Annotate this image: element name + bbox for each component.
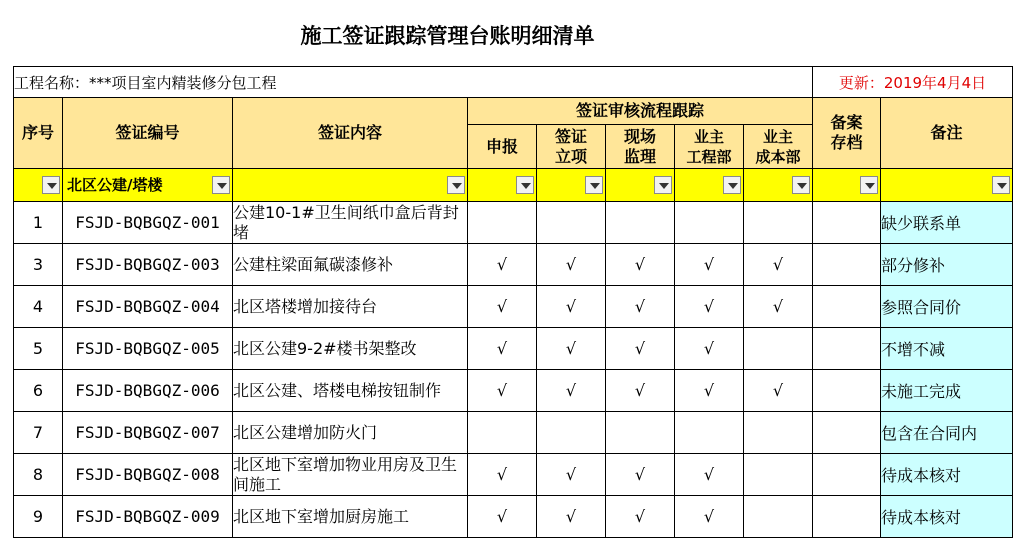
row-seq[interactable]: 5	[14, 328, 63, 370]
header-report[interactable]: 申报	[468, 125, 537, 169]
row-owner-eng-check[interactable]: √	[675, 370, 744, 412]
row-code[interactable]: FSJD-BQBGQZ-006	[63, 370, 233, 412]
filter-cell-site	[606, 169, 675, 202]
row-site-check[interactable]: √	[606, 286, 675, 328]
row-report-check[interactable]: √	[468, 328, 537, 370]
filter-row	[14, 169, 1013, 202]
filter-cell-remark	[881, 169, 1013, 202]
row-seq[interactable]: 1	[14, 202, 63, 244]
row-report-check[interactable]	[468, 412, 537, 454]
row-report-check[interactable]: √	[468, 244, 537, 286]
row-seq[interactable]: 9	[14, 496, 63, 538]
row-report-check[interactable]	[468, 202, 537, 244]
header-approve[interactable]: 签证 立项	[537, 125, 606, 169]
project-name-cell[interactable]: 工程名称：***项目室内精装修分包工程	[14, 67, 813, 98]
row-seq[interactable]: 6	[14, 370, 63, 412]
row-owner-eng-check[interactable]: √	[675, 286, 744, 328]
row-approve-check[interactable]: √	[537, 496, 606, 538]
row-owner-cost-check[interactable]	[744, 496, 813, 538]
row-owner-eng-check[interactable]: √	[675, 496, 744, 538]
row-owner-eng-check[interactable]: √	[675, 454, 744, 496]
header-owner-cost[interactable]: 业主 成本部	[744, 125, 813, 169]
filter-cell-approve	[537, 169, 606, 202]
filter-cell-owner-cost	[744, 169, 813, 202]
table-row	[14, 496, 1013, 538]
row-code[interactable]: FSJD-BQBGQZ-007	[63, 412, 233, 454]
table-row	[14, 244, 1013, 286]
row-seq[interactable]: 7	[14, 412, 63, 454]
row-report-check[interactable]: √	[468, 496, 537, 538]
row-site-check[interactable]	[606, 412, 675, 454]
table-row	[14, 286, 1013, 328]
filter-dropdown-icon[interactable]	[516, 176, 534, 194]
row-remark[interactable]: 包含在合同内	[881, 412, 1013, 454]
row-remark[interactable]: 待成本核对	[881, 496, 1013, 538]
row-owner-cost-check[interactable]: √	[744, 370, 813, 412]
row-owner-cost-check[interactable]: √	[744, 286, 813, 328]
row-owner-cost-check[interactable]	[744, 202, 813, 244]
row-seq[interactable]: 4	[14, 286, 63, 328]
update-date-cell[interactable]: 更新：2019年4月4日	[813, 67, 1013, 98]
row-content[interactable]: 北区地下室增加厨房施工	[233, 496, 468, 538]
row-approve-check[interactable]: √	[537, 328, 606, 370]
row-code[interactable]: FSJD-BQBGQZ-005	[63, 328, 233, 370]
filter-dropdown-icon[interactable]	[654, 176, 672, 194]
row-owner-cost-check[interactable]	[744, 454, 813, 496]
filter-dropdown-icon[interactable]	[992, 176, 1010, 194]
filter-dropdown-icon[interactable]	[447, 176, 465, 194]
row-site-check[interactable]: √	[606, 328, 675, 370]
header-row-1	[14, 98, 1013, 125]
filter-dropdown-icon[interactable]	[860, 176, 878, 194]
table-row	[14, 454, 1013, 496]
row-remark[interactable]: 缺少联系单	[881, 202, 1013, 244]
row-owner-eng-check[interactable]	[675, 412, 744, 454]
row-content[interactable]: 公建10-1#卫生间纸巾盒后背封堵	[233, 202, 468, 244]
row-approve-check[interactable]: √	[537, 286, 606, 328]
row-archive-check[interactable]	[813, 244, 881, 286]
row-site-check[interactable]: √	[606, 244, 675, 286]
row-archive-check[interactable]	[813, 370, 881, 412]
header-content[interactable]: 签证内容	[233, 98, 468, 169]
row-archive-check[interactable]	[813, 454, 881, 496]
header-archive[interactable]: 备案 存档	[813, 98, 881, 169]
row-site-check[interactable]: √	[606, 496, 675, 538]
filter-cell-owner-eng	[675, 169, 744, 202]
row-site-check[interactable]: √	[606, 370, 675, 412]
filter-cell-archive	[813, 169, 881, 202]
filter-dropdown-icon[interactable]	[723, 176, 741, 194]
row-code[interactable]: FSJD-BQBGQZ-004	[63, 286, 233, 328]
row-owner-cost-check[interactable]: √	[744, 244, 813, 286]
ledger-table	[13, 66, 1013, 538]
row-code[interactable]: FSJD-BQBGQZ-009	[63, 496, 233, 538]
row-code[interactable]: FSJD-BQBGQZ-008	[63, 454, 233, 496]
row-remark[interactable]: 待成本核对	[881, 454, 1013, 496]
row-archive-check[interactable]	[813, 496, 881, 538]
row-archive-check[interactable]	[813, 412, 881, 454]
row-site-check[interactable]: √	[606, 454, 675, 496]
row-archive-check[interactable]	[813, 328, 881, 370]
filter-cell-seq	[14, 169, 63, 202]
header-site[interactable]: 现场 监理	[606, 125, 675, 169]
row-code[interactable]: FSJD-BQBGQZ-001	[63, 202, 233, 244]
row-owner-eng-check[interactable]: √	[675, 328, 744, 370]
row-owner-cost-check[interactable]	[744, 328, 813, 370]
row-owner-eng-check[interactable]: √	[675, 244, 744, 286]
row-seq[interactable]: 3	[14, 244, 63, 286]
filter-dropdown-icon[interactable]	[792, 176, 810, 194]
project-info-row	[14, 67, 1013, 98]
row-remark[interactable]: 不增不减	[881, 328, 1013, 370]
row-approve-check[interactable]	[537, 202, 606, 244]
row-approve-check[interactable]: √	[537, 244, 606, 286]
row-content[interactable]: 北区公建、塔楼电梯按钮制作	[233, 370, 468, 412]
row-content[interactable]: 北区地下室增加物业用房及卫生间施工	[233, 454, 468, 496]
filter-cell-code	[63, 169, 233, 202]
row-report-check[interactable]: √	[468, 454, 537, 496]
header-flow[interactable]: 签证审核流程跟踪	[468, 98, 813, 125]
row-owner-cost-check[interactable]	[744, 412, 813, 454]
header-code[interactable]: 签证编号	[63, 98, 233, 169]
row-approve-check[interactable]: √	[537, 370, 606, 412]
row-report-check[interactable]: √	[468, 286, 537, 328]
row-seq[interactable]: 8	[14, 454, 63, 496]
page-title: 施工签证跟踪管理台账明细清单	[300, 23, 595, 48]
row-content[interactable]: 北区公建9-2#楼书架整改	[233, 328, 468, 370]
header-seq[interactable]: 序号	[14, 98, 63, 169]
row-content[interactable]: 公建柱梁面氟碳漆修补	[233, 244, 468, 286]
row-approve-check[interactable]	[537, 412, 606, 454]
row-archive-check[interactable]	[813, 286, 881, 328]
filter-value: 北区公建/塔楼	[67, 176, 163, 194]
row-report-check[interactable]: √	[468, 370, 537, 412]
header-owner-eng[interactable]: 业主 工程部	[675, 125, 744, 169]
table-row	[14, 412, 1013, 454]
row-site-check[interactable]	[606, 202, 675, 244]
filter-dropdown-icon[interactable]	[585, 176, 603, 194]
row-approve-check[interactable]: √	[537, 454, 606, 496]
filter-cell-content	[233, 169, 468, 202]
row-remark[interactable]: 部分修补	[881, 244, 1013, 286]
filter-dropdown-icon[interactable]	[212, 176, 230, 194]
table-row	[14, 328, 1013, 370]
row-archive-check[interactable]	[813, 202, 881, 244]
row-content[interactable]: 北区塔楼增加接待台	[233, 286, 468, 328]
filter-cell-report	[468, 169, 537, 202]
filter-dropdown-icon[interactable]	[42, 176, 60, 194]
header-remark[interactable]: 备注	[881, 98, 1013, 169]
table-row	[14, 370, 1013, 412]
row-remark[interactable]: 参照合同价	[881, 286, 1013, 328]
row-owner-eng-check[interactable]	[675, 202, 744, 244]
row-remark[interactable]: 未施工完成	[881, 370, 1013, 412]
row-code[interactable]: FSJD-BQBGQZ-003	[63, 244, 233, 286]
table-row	[14, 202, 1013, 244]
row-content[interactable]: 北区公建增加防火门	[233, 412, 468, 454]
